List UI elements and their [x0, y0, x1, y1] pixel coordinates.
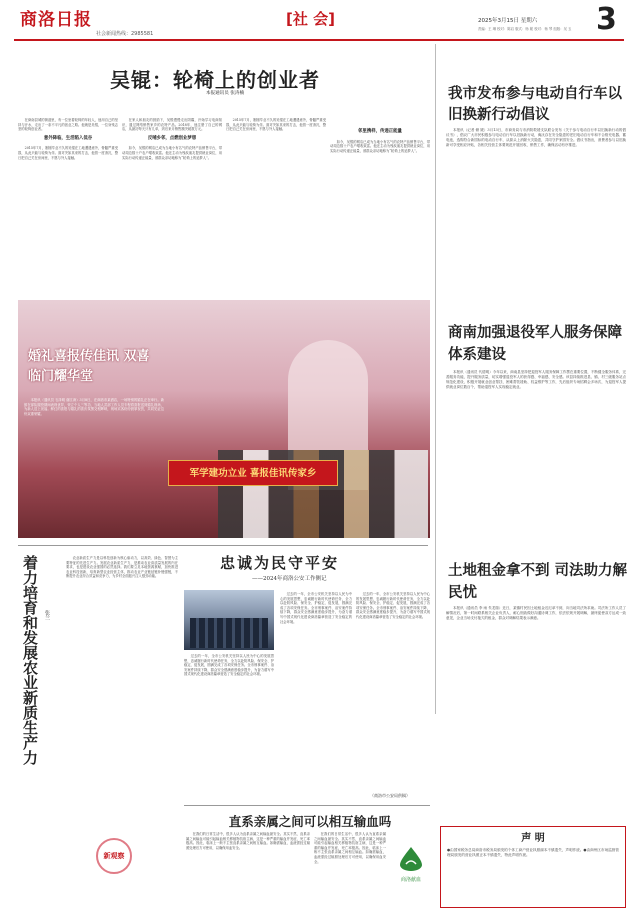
divider-bottom [184, 805, 430, 806]
notice-body: ●由国家税务总局商洛市税务局颁发的个体工商户营业执照副本不慎遗失，声明作废。●由商州区市场监督管理局颁发的营业执照正本不慎遗失，特此声明作废。 [447, 848, 619, 858]
section-title [286, 8, 335, 29]
a8-para1: 在我们的日常生活中，很多人认为直系亲属之间输血最安全。其实不然，直系亲属之间输血可能引起输血相关移植物抗宿主病，这是一种严重的输血并发症，死亡率极高。因此，临床上一般不主张直系亲属之间相互输血。如确需输血，血液需经过辐照处理后方可使用，以确保用血安全。 [186, 832, 310, 850]
a1-title: 吴锟：轮椅上的创业者 [110, 68, 320, 92]
a5-para1: 过去的一年，全市公安机关坚持以人民为中心的发展思想，忠诚履行新时代使命任务，全力以赴防风险、保安全、护稳定、促发展，圆满完成了各项安保任务。全市刑事案件、治安案件持续下降，群众安全感满意度稳步提升，为奋力谱写中国式现代化建设商洛篇章营造了安全稳定的社会环境。 [184, 654, 274, 677]
a3-body [24, 398, 164, 460]
a5-title: 忠诚为民守平安 [220, 554, 340, 572]
date-line: 2025年3月15日 星期六 [478, 18, 538, 24]
a5-para2: 过去的一年，全市公安机关坚持以人民为中心的发展思想，忠诚履行新时代使命任务，全力以赴防风险、保安全、护稳定、促发展，圆满完成了各项安保任务。全市刑事案件、治安案件持续下降，群众安全感满意度稳步提升，为奋力谱写中国式现代化建设商洛篇章营造了安全稳定的社会环境。 [280, 592, 352, 624]
a1-para4b: 如今，吴锟的网店已成为当地小有名气的农特产品销售平台，带动周边数十户农户增收致富。他还主动为残疾朋友提供就业岗位，用实际行动传递正能量，被群众亲切地称为“轮椅上的追梦人”。 [330, 139, 430, 153]
a1-subhead3: 邻里携样，传递正能量 [358, 129, 402, 134]
a1-para1: 在商南县城的街道里，有一位坐着轮椅的年轻人，他用自己的坚持与汗水，走出了一条不平凡的创业之路。他就是吴锟，一位身残志坚的轮椅创业者。 [18, 118, 118, 132]
a7-title: 着力培育和发展农业新质生产力 [21, 555, 39, 765]
badge-label: 新观察 [103, 852, 125, 860]
a1-para1b: 2015年7月，刚刚毕业不久的吴锟在工地遭遇意外，脊髓严重受损，从此只能与轮椅为伴。面对突如其来的打击，他曾一度消沉，整日把自己关在房间里，不愿与外人接触。 [226, 118, 326, 132]
bracket-left: [ [286, 10, 293, 28]
notice-title: 声 明 [521, 833, 545, 844]
a6-para: 本报讯（通讯员 李 雨 朱龙瑞）近日，某镇村民因土地租金迟迟拿不到，向当地司法所求助。司法所工作人员了解情况后，第一时间联系相关企业负责人，耐心细致做好沟通协调工作，依法依规开展调解，最终促使双方达成一致意见，企业当场支付拖欠的租金，群众对调解结果表示满意。 [446, 606, 626, 620]
masthead [0, 0, 638, 40]
a5-col2 [280, 592, 352, 802]
divider-right [435, 44, 436, 714]
blood-drop-icon [394, 846, 428, 872]
a2-title: 我市发布参与电动自行车以旧换新行动倡议 [448, 86, 622, 123]
a2-body [446, 128, 626, 256]
a3-title: 婚礼喜报传佳讯 双喜临门耀华堂 [28, 349, 150, 384]
a8-col1 [186, 832, 310, 906]
a1-para4: 如今，吴锟的网店已成为当地小有名气的农特产品销售平台，带动周边数十户农户增收致富。他还主动为残疾朋友提供就业岗位，用实际行动传递正能量，被群众亲切地称为“轮椅上的追梦人”。 [122, 146, 222, 160]
a1-subhead2: 反哺乡邻，点燃创业梦想 [147, 135, 197, 141]
a4-title: 商南加强退役军人服务保障体系建设 [448, 325, 622, 363]
observation-badge [96, 838, 132, 874]
section-label: 社 会 [292, 10, 329, 28]
a5-col1 [184, 654, 274, 802]
masthead-rule [14, 39, 624, 41]
a1-byline: 本报通讯员 张涛楠 [205, 91, 245, 96]
a3-para: 本报讯（通讯员 石泽明 谢江涛）3月8日，在商洛市某酒店，一场特别的婚礼正在举行。新郎在部队服役期间表现优异，荣立个人三等功，当地人武部工作人员专程将喜报送到婚礼现场，为新人送上祝福。鲜红的喜报与婚礼的喜庆氛围交相辉映，现场宾客纷纷鼓掌祝贺，共同见证这份双重荣耀。 [24, 398, 164, 416]
award-banner: 军学建功立业 喜报佳讯传家乡 [168, 460, 338, 486]
a5-para3: 过去的一年，全市公安机关坚持以人民为中心的发展思想，忠诚履行新时代使命任务，全力以赴防风险、保安全、护稳定、促发展，圆满完成了各项安保任务。全市刑事案件、治安案件持续下降，群众安全感满意度稳步提升，为奋力谱写中国式现代化建设商洛篇章营造了安全稳定的社会环境。 [356, 592, 430, 619]
divider-mid [18, 545, 428, 546]
blood-logo-label: 商洛献血 [400, 877, 421, 883]
bracket-right: ] [328, 10, 335, 28]
a7-author: 张兰 [44, 610, 50, 620]
a6-title: 土地租金拿不到 司法助力解民忧 [448, 563, 628, 601]
a4-body [446, 370, 626, 540]
staff-line: 责编：王 琳 校对：陈启 版式：杨 妮 校对：杨 琴 组版：吴 玉 [478, 27, 572, 31]
a1-para3: 在家人和朋友的鼓励下，吴锟慢慢走出阴霾，开始学习电商知识，通过网络销售家乡的农特产品。2018年，他注册了自己的网店，从最初每天只有几单，到后来月销售额突破数万元。 [122, 118, 222, 132]
a6-body [446, 606, 626, 720]
newspaper-logo: 商洛日报 [20, 10, 92, 30]
notice-box [440, 826, 626, 908]
edition-line: 社会新闻热线：2985581 [96, 31, 154, 37]
a8-title: 直系亲属之间可以相互输血吗 [228, 814, 392, 829]
police-figures [190, 618, 268, 648]
a1-para2: 2015年7月，刚刚毕业不久的吴锟在工地遭遇意外，脊髓严重受损，从此只能与轮椅为伴。面对突如其来的打击，他曾一度消沉，整日把自己关在房间里，不愿与外人接触。 [18, 146, 118, 160]
a5-footer: （商洛市公安局供稿） [370, 793, 410, 798]
a5-col3 [356, 592, 430, 788]
police-photo [184, 590, 274, 650]
a8-col2 [314, 832, 386, 906]
a4-para: 本报讯（通讯员 代德明）今年以来，商南县坚持把退役军人服务保障工作摆在重要位置，不断健全服务体系，完善服务功能，提升服务质量，切实增强退役军人的获得感、幸福感、安全感。该县持续推进县、镇、村三级服务站点规范化建设，积极开展就业创业帮扶、困难帮扶援助、权益维护等工作，先后组织专场招聘会多场次，为退役军人提供就业岗位数百个，帮助退役军人实现稳定就业。 [446, 370, 626, 389]
a2-para: 本报讯（记者 储 媛）3月13日，市商务局与市消防救援支队联合发布《关于参与电动自行车以旧换新行动的倡议书》，倡议广大市民积极参与电动自行车以旧换新行动，淘汰存在安全隐患的老旧电动自行车和不合格充电器、蓄电池，选购符合新国标的电动自行车，从源头上消除火灾隐患，共同守护家园安全。倡议书指出，消费者参与以旧换新可享受相应补贴，各相关经营主体要规范开展回收、销售工作，确保活动有序推进。 [446, 128, 626, 147]
a5-subtitle: ——2024年商洛公安工作侧记 [252, 576, 327, 582]
a8-para2: 在我们的日常生活中，很多人认为直系亲属之间输血最安全。其实不然，直系亲属之间输血可能引起输血相关移植物抗宿主病，这是一种严重的输血并发症，死亡率极高。因此，临床上一般不主张直系亲属之间相互输血。如确需输血，血液需经过辐照处理后方可使用，以确保用血安全。 [314, 832, 386, 864]
a7-para: 农业新质生产力是以科技创新为核心驱动力，以高效、绿色、智慧为主要特征的先进生产力。发展农业新质生产力，是推动农业高质量发展的内在要求，也是建设农业强国的必然选择。我们要立足本地资源禀赋，加快推进农业科技创新，培育新型农业经营主体，推动农业产业链延链补链强链，不断提升农业综合效益和竞争力，为乡村全面振兴注入强劲动能。 [66, 556, 178, 579]
blood-logo [394, 846, 428, 883]
a1-subhead1: 意外降临，生活陷入低谷 [43, 135, 93, 141]
page-number: 3 [596, 2, 617, 37]
a7-body [66, 556, 178, 816]
